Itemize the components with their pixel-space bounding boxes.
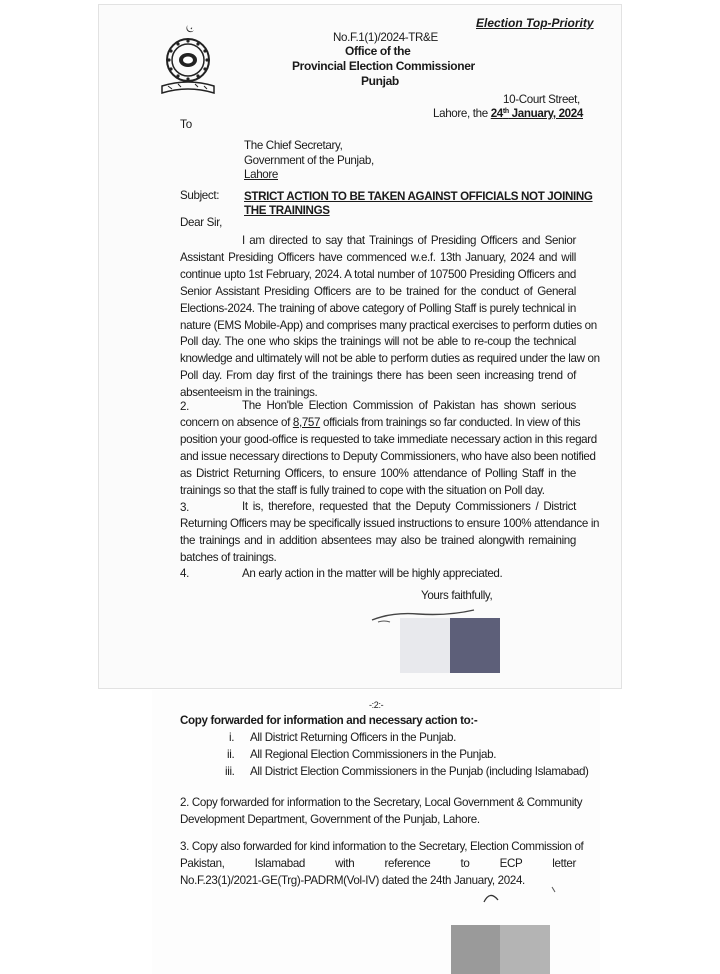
paragraph-3-line: the trainings and in addition absentees may also be trained alongwith remaining bbox=[180, 533, 576, 547]
paragraph-2-line: concern on absence of 8,757 officials from trainings so far conducted. In view of this bbox=[180, 415, 581, 429]
paragraph-1-line: continue upto 1st February, 2024. A total number of 107500 Presiding Officers and bbox=[180, 267, 576, 281]
paragraph-2-line: as District Returning Officers, to ensure 100% attendance of Polling Staff in the bbox=[180, 466, 576, 480]
paragraph-3-line: Returning Officers may be specifically issued instructions to ensure 100% attendance in bbox=[180, 516, 600, 530]
ecp-emblem-icon bbox=[158, 22, 218, 102]
paragraph-1-line: absenteeism in the trainings. bbox=[180, 386, 318, 400]
pen-mark-icon bbox=[550, 886, 558, 894]
copy-paragraph-3-line: 3. Copy also forwarded for kind information to the Secretary, Election Commission of bbox=[180, 840, 584, 853]
paragraph-2-line: position your good-office is requested to take immediate necessary action in this regard bbox=[180, 432, 597, 446]
paragraph-1-line: Poll day. The one who skips the trainings will not be able to re-coup the technical bbox=[180, 335, 576, 349]
office-line-1: Office of the bbox=[345, 44, 411, 58]
paragraph-4-number: 4. bbox=[180, 567, 189, 580]
closing-text: Yours faithfully, bbox=[421, 589, 493, 602]
paragraph-1-line: knowledge and ultimately will not be able to perform duties as required under the law on bbox=[180, 352, 600, 366]
signature-mark-icon bbox=[482, 890, 500, 904]
office-line-2: Provincial Election Commissioner bbox=[292, 59, 475, 73]
copy-item-text: All Regional Election Commissioners in the Punjab. bbox=[250, 748, 497, 761]
paragraph-2-line: and issue necessary directions to Deputy Commissioners, who have also been notified bbox=[180, 449, 596, 463]
copy-heading: Copy forwarded for information and necessary action to:- bbox=[180, 714, 478, 727]
redacted-stamp-right bbox=[450, 618, 500, 673]
reference-number: No.F.1(1)/2024-TR&E bbox=[333, 31, 438, 44]
page-number-marker: -:2:- bbox=[369, 700, 384, 710]
redacted-stamp-left bbox=[400, 618, 450, 673]
copy-paragraph-2-line: 2. Copy forwarded for information to the Secretary, Local Government & Community bbox=[180, 796, 583, 809]
copy-item-number: iii. bbox=[225, 765, 235, 778]
subject-label: Subject: bbox=[180, 189, 220, 202]
redacted-signature-right bbox=[500, 925, 550, 974]
copy-paragraph-2-line: Development Department, Government of the Punjab, Lahore. bbox=[180, 812, 480, 826]
paragraph-4-text: An early action in the matter will be highly appreciated. bbox=[242, 567, 503, 580]
copy-item-number: i. bbox=[229, 731, 235, 744]
to-label: To bbox=[180, 118, 193, 131]
paragraph-1 bbox=[180, 233, 600, 402]
paragraph-3 bbox=[180, 499, 600, 567]
copy-paragraph-2 bbox=[180, 795, 583, 829]
paragraph-3-line: batches of trainings. bbox=[180, 550, 277, 564]
paragraph-1-line: Assistant Presiding Officers have commenced w.e.f. 13th January, 2024 and will bbox=[180, 250, 576, 264]
copy-item-number: ii. bbox=[227, 748, 235, 761]
salutation: Dear Sir, bbox=[180, 216, 222, 229]
letter-date: Lahore, the 24th January, 2024 bbox=[433, 107, 583, 120]
subject-line-2: THE TRAININGS bbox=[244, 204, 330, 217]
paragraph-1-line: Poll day. From day first of the trainings there has been seen increasing trend of bbox=[180, 369, 576, 383]
paragraph-2-line: The Hon'ble Election Commission of Pakistan has shown serious bbox=[242, 399, 576, 412]
paragraph-1-line: Senior Assistant Presiding Officers are to be trained for the conduct of General bbox=[180, 284, 576, 298]
paragraph-2-line: trainings so that the staff is fully trained to cope with the situation on Poll day. bbox=[180, 483, 545, 497]
redacted-signature-left bbox=[451, 925, 500, 974]
priority-label: Election Top-Priority bbox=[476, 16, 594, 30]
recipient-line-2: Government of the Punjab, bbox=[244, 154, 374, 167]
recipient-line-1: The Chief Secretary, bbox=[244, 139, 343, 152]
paragraph-3-number: 3. bbox=[180, 501, 189, 514]
office-line-3: Punjab bbox=[361, 74, 399, 88]
recipient-line-3: Lahore bbox=[244, 168, 279, 181]
copy-paragraph-3 bbox=[180, 839, 584, 890]
paragraph-1-line: Elections-2024. The training of above category of Polling Staff is purely technical in bbox=[180, 301, 576, 315]
paragraph-1-line: I am directed to say that Trainings of Presiding Officers and Senior bbox=[242, 234, 576, 247]
copy-item-text: All District Election Commissioners in the Punjab (including Islamabad) bbox=[250, 765, 589, 778]
copy-paragraph-3-line: Pakistan, Islamabad with reference to ECP letter bbox=[180, 856, 576, 870]
paragraph-2-number: 2. bbox=[180, 400, 189, 413]
paragraph-2 bbox=[180, 398, 597, 499]
paragraph-3-line: It is, therefore, requested that the Deputy Commissioners / District bbox=[242, 500, 576, 513]
copy-item-text: All District Returning Officers in the Punjab. bbox=[250, 731, 456, 744]
copy-paragraph-3-line: No.F.23(1)/2021-GE(Trg)-PADRM(Vol-IV) dated the 24th January, 2024. bbox=[180, 873, 525, 887]
subject-line-1: STRICT ACTION TO BE TAKEN AGAINST OFFICIALS NOT JOINING bbox=[244, 190, 593, 203]
address-line: 10-Court Street, bbox=[503, 93, 580, 106]
paragraph-1-line: nature (EMS Mobile-App) and comprises many practical exercises to perform duties on bbox=[180, 318, 597, 332]
